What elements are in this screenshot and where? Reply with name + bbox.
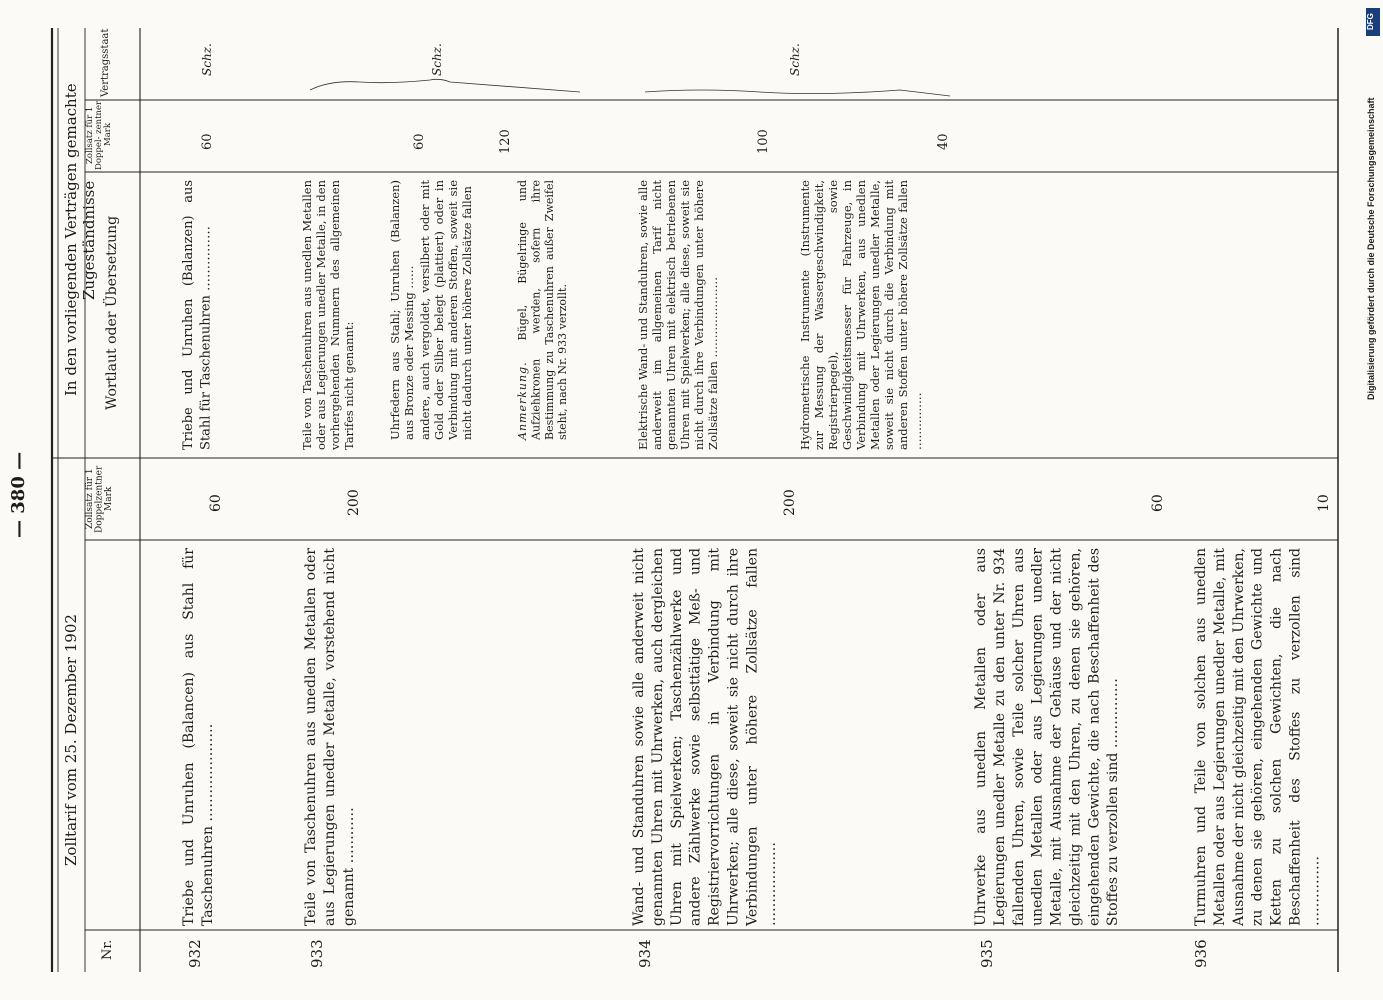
header-nr: Nr. bbox=[100, 939, 115, 961]
concession-rate: 100 bbox=[756, 129, 771, 154]
concession-rate: 60 bbox=[412, 133, 427, 150]
entry-nr: 932 bbox=[186, 939, 204, 968]
header-rate-left: Zollsatz für 1 Doppelzentner Mark bbox=[85, 465, 114, 533]
footer-credit: Digitalisierung gefördert durch die Deutsche Forschungsgemeinschaft bbox=[1366, 97, 1376, 400]
concession-rate: 40 bbox=[936, 133, 951, 150]
header-rate-right: Zollsatz für 1 Doppel- zentner Mark bbox=[85, 100, 113, 170]
page-number: — 380 — bbox=[8, 451, 29, 539]
entry-text: Turmuhren und Teile von solchen aus unedlen Metallen oder aus Legierungen unedler Metalle, mit Ausnahme der nicht gleichzeitig mit den Uhrwerken, zu denen sie gehören, eingehenden Gewichte und Ketten zu solchen Gewichten, die nach Beschaffenheit des Stoffes zu verzollen sind …………… bbox=[1193, 548, 1323, 926]
concession-text: andere, auch vergoldet, versilbert oder mit Gold oder Silber belegt (plattiert) oder in Verbindung mit anderen Stoffen, soweit sie nicht dadurch unter höhere Zollsätze fallen bbox=[418, 180, 475, 440]
concession-text: Triebe und Unruhen (Balanzen) aus Stahl für Taschenuhren …………… bbox=[181, 180, 214, 450]
entry-rate: 60 bbox=[208, 494, 224, 512]
concession-state: Schz. bbox=[788, 43, 802, 76]
entry-nr: 934 bbox=[636, 939, 654, 968]
header-wording: Wortlaut oder Übersetzung bbox=[104, 215, 120, 411]
entry-text: Teile von Taschenuhren aus unedlen Metallen oder aus Legierungen unedler Metalle, vorstehend nicht genannt ………… bbox=[303, 548, 357, 926]
concession-text: Teile von Taschenuhren aus unedlen Metallen oder aus Legierungen unedler Metalle, in den vorhergehenden Nummern des allgemeinen Tarifes nicht genannt: bbox=[300, 180, 357, 450]
entry-text: Wand- und Standuhren sowie alle anderweit nicht genannten Uhren mit Uhrwerken, auch dergleichen Uhren mit Spielwerken; Taschenzählwerke und andere Zählwerke sowie selbsttätige Meß- und Registriervorrichtungen in Verbindung mit Uhrwerken; alle diese, soweit sie nicht durch ihre Verbindungen unter höhere Zollsätze fallen ……………… bbox=[631, 548, 780, 926]
entry-nr: 933 bbox=[308, 939, 326, 968]
concession-text: Elektrische Wand- und Standuhren, sowie alle anderweit im allgemeinen Tarif nicht genannten Uhren mit elektrisch betriebenen Uhren mit Spielwerken; alle diese, soweit sie nicht durch ihre Verbindungen unter höhere Zollsätze fallen ………………… bbox=[636, 180, 721, 450]
header-state: Vertragsstaat bbox=[100, 28, 111, 98]
entry-text: Uhrwerke aus unedlen Metallen oder aus Legierungen unedler Metalle zu den unter Nr. 934 fallenden Uhren, sowie Teile solcher Uhren aus unedlen Metallen oder aus Legierungen unedler Metalle, mit Ausnahme der Gehäuse und der nicht gleichzeitig mit den Uhren, zu denen sie gehören, eingehenden Gewichte, die nach Beschaffenheit des Stoffes zu verzollen sind …………… bbox=[973, 548, 1122, 926]
tariff-section-title: Zolltarif vom 25. Dezember 1902 bbox=[62, 614, 80, 866]
concession-rate: 60 bbox=[200, 133, 215, 150]
anmerkung-text: Bügel, Bügelringe und Aufziehkronen werden, sofern ihre Bestimmung zu Taschenuhren außer Zweifel steht, nach Nr. 933 verzollt. bbox=[516, 180, 570, 440]
concession-rate: 120 bbox=[498, 129, 513, 154]
entry-nr: 935 bbox=[978, 939, 996, 968]
entry-rate: 200 bbox=[782, 489, 798, 516]
entry-nr: 936 bbox=[1192, 939, 1210, 968]
entry-text: Triebe und Unruhen (Balancen) aus Stahl für Taschenuhren ………………… bbox=[181, 548, 216, 926]
entry-rate: 200 bbox=[346, 489, 362, 516]
entry-rate: 10 bbox=[1316, 494, 1332, 512]
concession-text: Hydrometrische Instrumente (Instrumente zur Messung der Wassergeschwindigkeit, Registrierpegel), sowie Geschwindigkeitsmesser für Fahrzeuge, in Verbindung mit Uhrwerken, aus unedlen Metallen oder Legierungen unedler Metalle, soweit sie nicht durch die Verbindung mit anderen Stoffen unter höhere Zollsätze fallen …………… bbox=[798, 180, 925, 450]
concession-state: Schz. bbox=[430, 43, 444, 76]
entry-rate: 60 bbox=[1150, 494, 1166, 512]
anmerkung bbox=[516, 180, 606, 440]
concessions-section-title: In den vorliegenden Verträgen gemachte Zugeständnisse bbox=[62, 83, 98, 397]
footer-logo: DFG bbox=[1366, 8, 1380, 36]
anmerkung-label: Anmerkung. bbox=[516, 361, 529, 440]
concession-text: Uhrfedern aus Stahl; Unruhen (Balanzen) aus Bronze oder Messing …… bbox=[388, 180, 417, 440]
concession-state: Schz. bbox=[200, 43, 214, 76]
